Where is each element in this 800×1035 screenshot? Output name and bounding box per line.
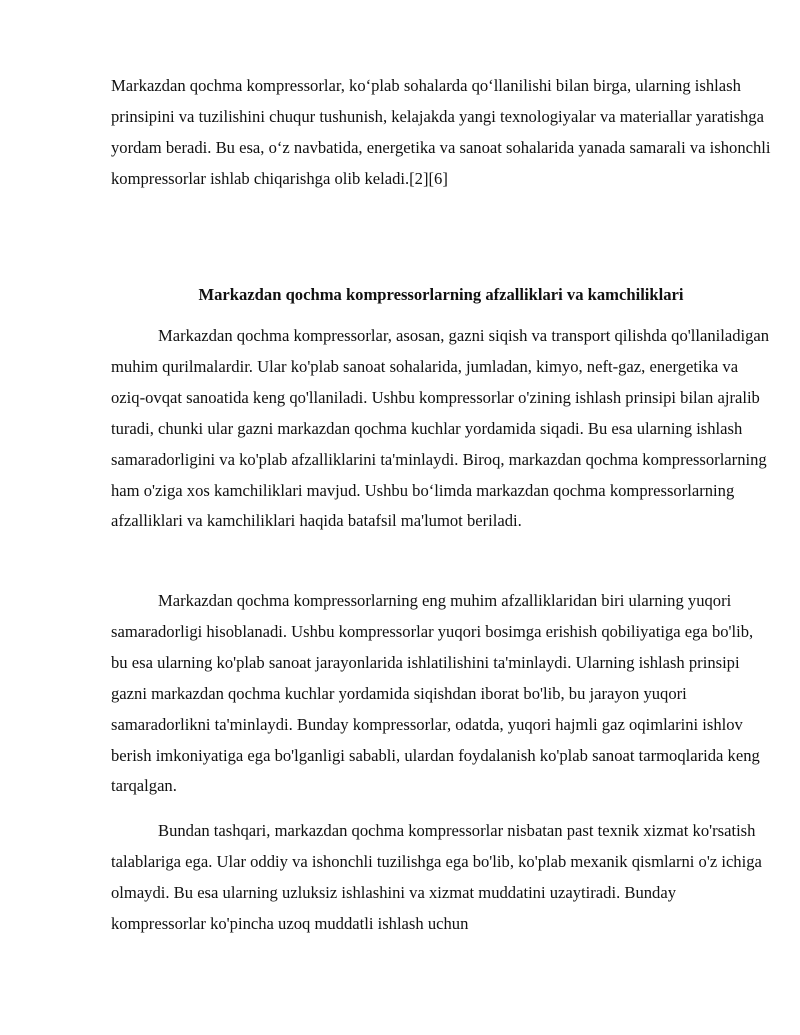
section-heading: Markazdan qochma kompressorlarning afzalliklari va kamchiliklari <box>198 285 684 304</box>
intro-paragraph: Markazdan qochma kompressorlar, ko‘plab sohalarda qo‘llanilishi bilan birga, ularning ishlash prinsipini va tuzilishini chuqur tushunish, kelajakda yangi texnologiyalar va materiallar yaratishga yordam beradi. Bu esa, o‘z navbatida, energetika va sanoat sohalarida yanada samarali va ishonchli kompressorlar ishlab chiqarishga olib keladi.[2][6] <box>111 76 771 188</box>
body-paragraph-2: Markazdan qochma kompressorlarning eng muhim afzalliklaridan biri ularning yuqori samaradorligi hisoblanadi. Ushbu kompressorlar yuqori bosimga erishish qobiliyatiga ega bo'lib, bu esa ularning ko'plab sanoat jarayonlarida ishlatilishini ta'minlaydi. Ularning ishlash prinsipi gazni markazdan qochma kuchlar yordamida siqishdan iborat bo'lib, bu jarayon yuqori samaradorlikni ta'minlaydi. Bunday kompressorlar, odatda, yuqori hajmli gaz oqimlarini ishlov berish imkoniyatiga ega bo'lganligi sababli, ulardan foydalanish ko'plab sanoat tarmoqlarida keng tarqalgan. <box>111 591 760 796</box>
body-paragraph-1: Markazdan qochma kompressorlar, asosan, gazni siqish va transport qilishda qo'llaniladigan muhim qurilmalardir. Ular ko'plab sanoat sohalarida, jumladan, kimyo, neft-gaz, energetika va oziq-ovqat sanoatida keng qo'llaniladi. Ushbu kompressorlar o'zining ishlash prinsipi bilan ajralib turadi, chunki ular gazni markazdan qochma kuchlar yordamida siqadi. Bu esa ularning ishlash samaradorligini va ko'plab afzalliklarini ta'minlaydi. Biroq, markazdan qochma kompressorlarning ham o'ziga xos kamchiliklari mavjud. Ushbu bo‘limda markazdan qochma kompressorlarning afzalliklari va kamchiliklari haqida batafsil ma'lumot beriladi. <box>111 326 770 531</box>
body-paragraph-3: Bundan tashqari, markazdan qochma kompressorlar nisbatan past texnik xizmat ko'rsatish talablariga ega. Ular oddiy va ishonchli tuzilishga ega bo'lib, ko'plab mexanik qismlarni o'z ichiga olmaydi. Bu esa ularning uzluksiz ishlashini va xizmat muddatini uzaytiradi. Bunday kompressorlar ko'pincha uzoq muddatli ishlash uchun <box>111 821 762 933</box>
